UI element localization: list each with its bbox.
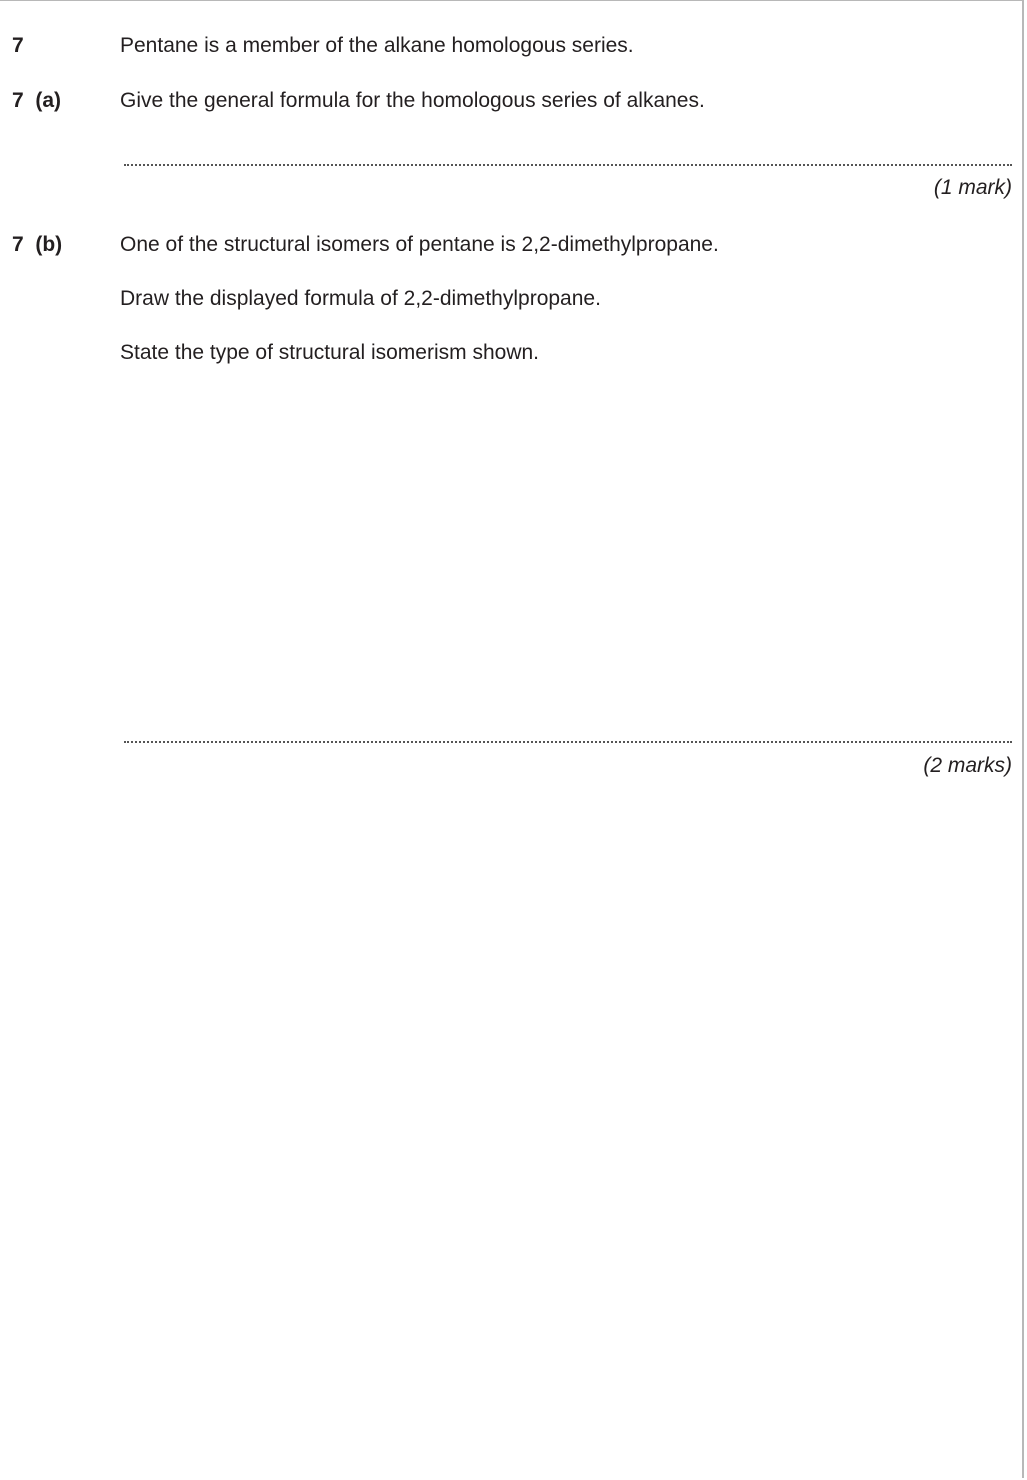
part-b-text-2: Draw the displayed formula of 2,2-dimethylpropane. [120, 287, 601, 310]
part-b-label: 7 (b) [12, 233, 63, 256]
part-b-text-1: One of the structural isomers of pentane is 2,2-dimethylpropane. [120, 233, 719, 256]
part-a-answer-line[interactable] [124, 164, 1012, 166]
question-stem: Pentane is a member of the alkane homologous series. [120, 34, 634, 57]
part-a-label: 7 (a) [12, 89, 62, 112]
part-b-answer-line[interactable] [124, 741, 1012, 743]
part-b-drawing-area[interactable] [120, 380, 1012, 720]
part-b-text-3: State the type of structural isomerism shown. [120, 341, 540, 364]
part-b-marks: (2 marks) [923, 754, 1012, 777]
part-a-marks: (1 mark) [933, 176, 1012, 199]
part-a-text: Give the general formula for the homologous series of alkanes. [120, 89, 705, 112]
question-number: 7 [12, 34, 24, 57]
